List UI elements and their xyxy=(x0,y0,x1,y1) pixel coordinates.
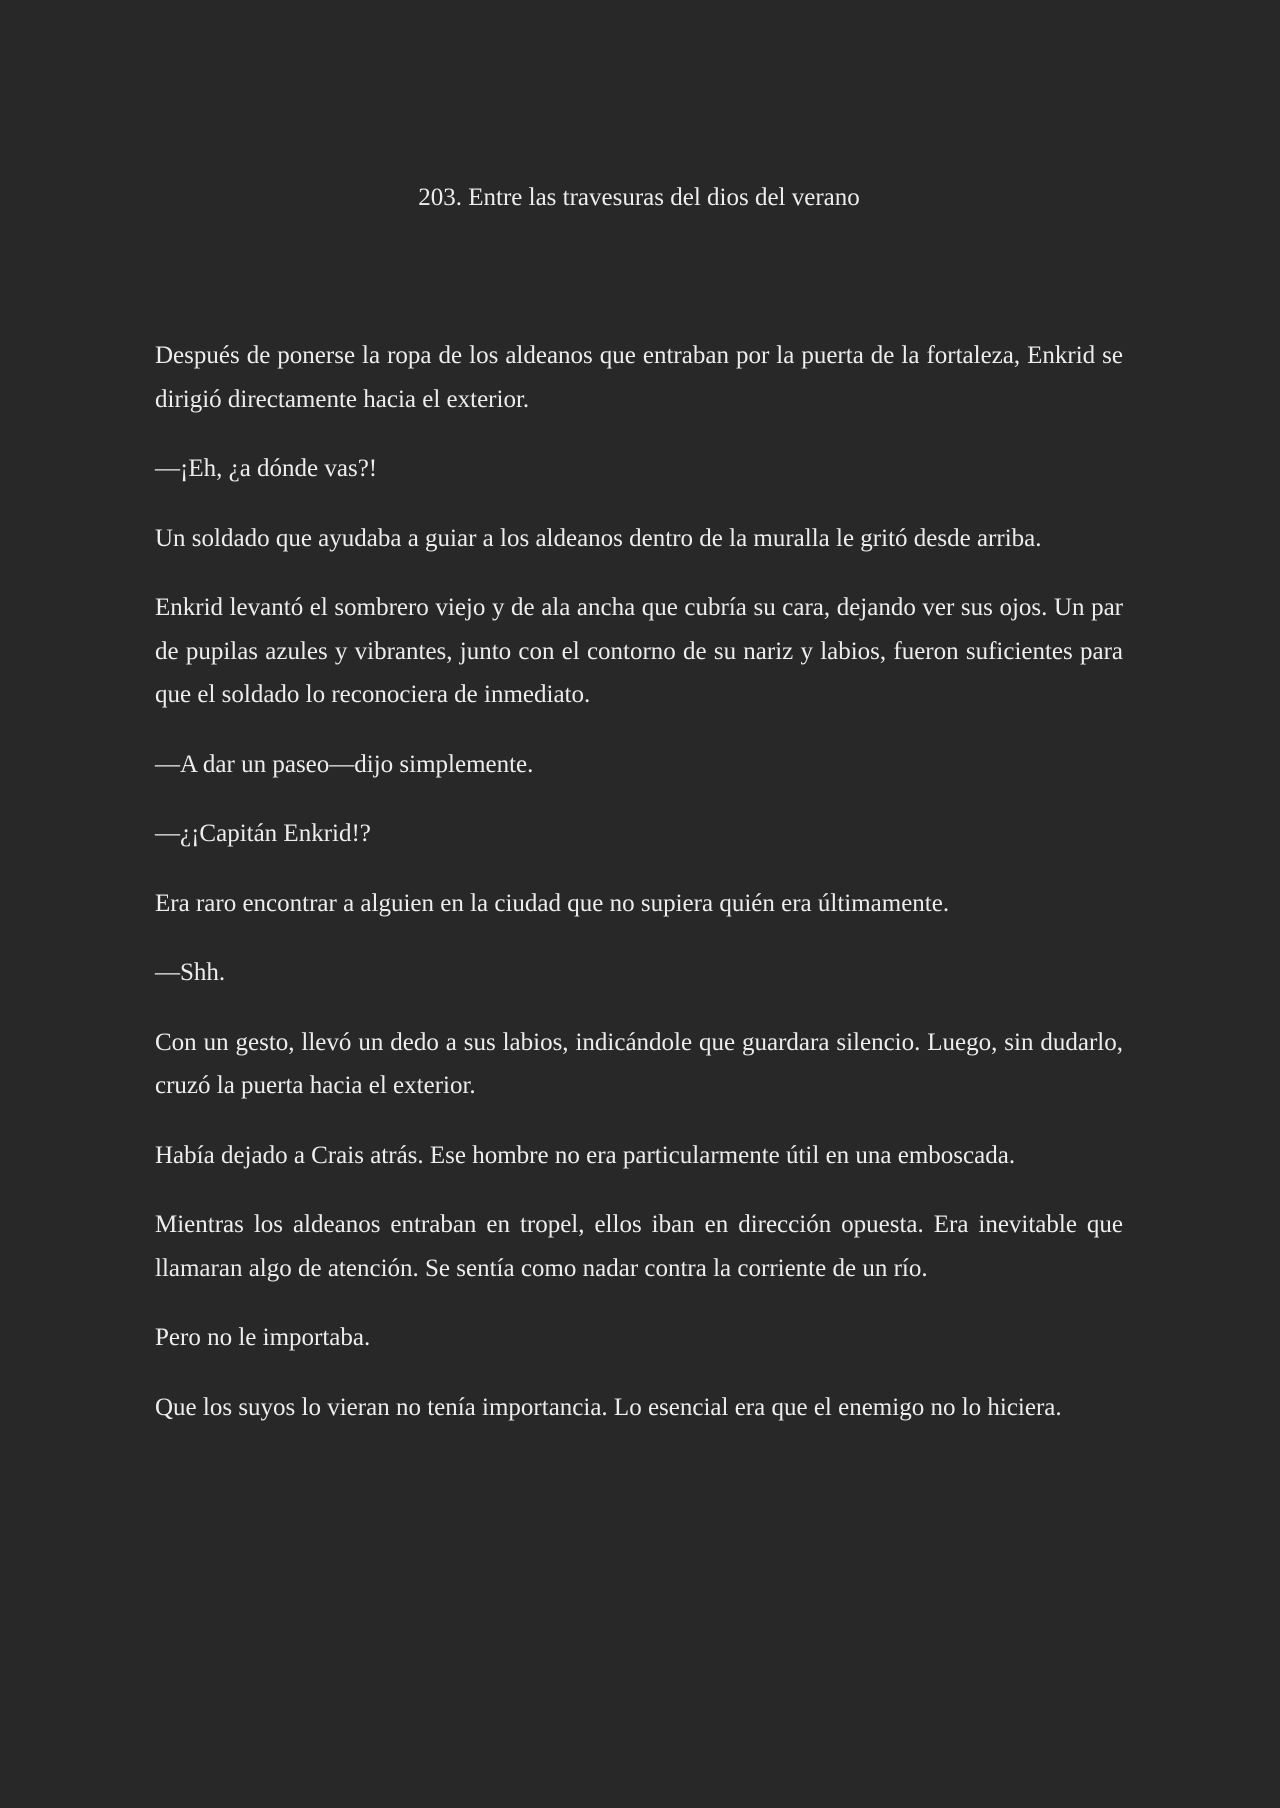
paragraph: —¿¡Capitán Enkrid!? xyxy=(155,820,371,847)
chapter-title: 203. Entre las travesuras del dios del verano xyxy=(418,184,860,211)
paragraph: Había dejado a Crais atrás. Ese hombre no era particularmente útil en una emboscada. xyxy=(155,1141,1016,1169)
paragraph: —Shh. xyxy=(155,959,226,986)
paragraph: Un soldado que ayudaba a guiar a los aldeanos dentro de la muralla le gritó desde arriba. xyxy=(155,524,1042,552)
paragraph: Enkrid levantó el sombrero viejo y de ala ancha que cubría su cara, dejando ver sus ojos. Un par de pupilas azules y vibrantes, junto con el contorno de su nariz y labios, fueron suficientes para que el soldado lo reconociera de inmediato. xyxy=(155,594,1123,708)
paragraph: —¡Eh, ¿a dónde vas?! xyxy=(155,455,378,482)
paragraph: Que los suyos lo vieran no tenía importancia. Lo esencial era que el enemigo no lo hiciera. xyxy=(155,1393,1062,1421)
paragraph: Pero no le importaba. xyxy=(155,1324,371,1351)
paragraph: —A dar un paseo—dijo simplemente. xyxy=(155,750,534,778)
paragraph: Era raro encontrar a alguien en la ciudad que no supiera quién era últimamente. xyxy=(155,889,950,917)
chapter-body xyxy=(155,334,1123,1455)
paragraph: Con un gesto, llevó un dedo a sus labios, indicándole que guardara silencio. Luego, sin dudarlo, cruzó la puerta hacia el exterior. xyxy=(155,1028,1123,1099)
paragraph: Después de ponerse la ropa de los aldeanos que entraban por la puerta de la fortaleza, Enkrid se dirigió directamente hacia el exterior. xyxy=(155,342,1123,413)
paragraph: Mientras los aldeanos entraban en tropel, ellos iban en dirección opuesta. Era inevitable que llamaran algo de atención. Se sentía como nadar contra la corriente de un río. xyxy=(155,1211,1123,1282)
